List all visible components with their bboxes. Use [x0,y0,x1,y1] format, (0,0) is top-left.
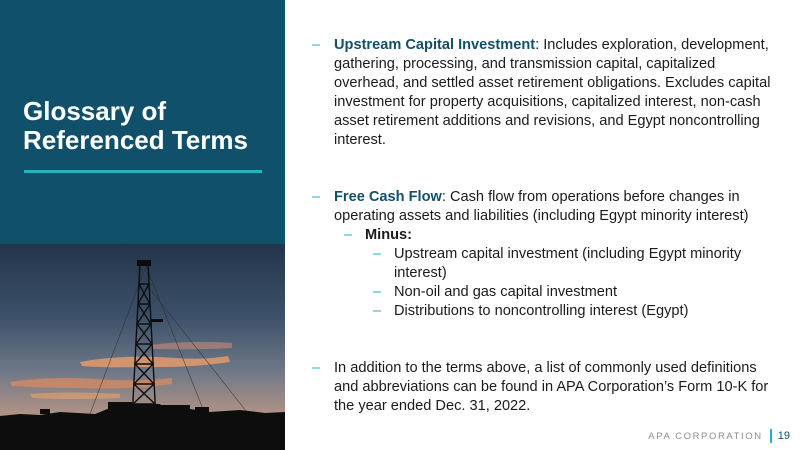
glossary-item-free-cash-flow [312,188,782,226]
minus-list-item [312,245,782,283]
definition-upstream-capital-investment: : Includes exploration, development, gathering, processing, and transmission capital, capitalized overhead, and settled asset retirement obligations. Excludes capital investment for property acquisitions, capitalized interest, non-cash asset retirement additions and revisions, and Egypt noncontrolling interest. [334,37,771,148]
slide-title-line1: Glossary of [23,96,167,126]
left-panel [0,0,285,450]
footer-divider [770,429,772,443]
term-free-cash-flow: Free Cash Flow [334,189,442,205]
minus-label: Minus: [365,227,413,243]
bullet-dash: – [312,37,321,53]
slide-title [23,97,278,155]
drilling-rig-photo [0,244,285,450]
bullet-dash: – [344,227,353,243]
minus-item-text: Non-oil and gas capital investment [394,284,618,300]
glossary-item-additional-note [312,359,782,416]
bullet-dash: – [373,284,382,300]
slide-title-line2: Referenced Terms [23,125,248,155]
minus-subheading [312,226,782,245]
minus-item-text: Distributions to noncontrolling interest (Egypt) [394,303,689,319]
title-panel [0,0,285,244]
page-number: 19 [777,430,790,442]
minus-item-text: Upstream capital investment (including Egypt minority interest) [394,246,742,281]
bullet-dash: – [373,246,382,262]
term-upstream-capital-investment: Upstream Capital Investment [334,37,536,53]
slide-footer [648,429,790,443]
definition-free-cash-flow: : Cash flow from operations before changes in operating assets and liabilities (including Egypt minority interest) [334,189,749,224]
bullet-dash: – [312,189,321,205]
title-underline [24,170,262,173]
minus-list-item [312,302,782,321]
glossary-content [312,36,782,416]
minus-list-item [312,283,782,302]
glossary-item-upstream [312,36,782,150]
company-name: APA CORPORATION [648,430,763,442]
bullet-dash: – [312,360,321,376]
additional-note-text: In addition to the terms above, a list of commonly used definitions and abbreviations can be found in APA Corporation’s Form 10-K for the year ended Dec. 31, 2022. [334,360,769,414]
bullet-dash: – [373,303,382,319]
